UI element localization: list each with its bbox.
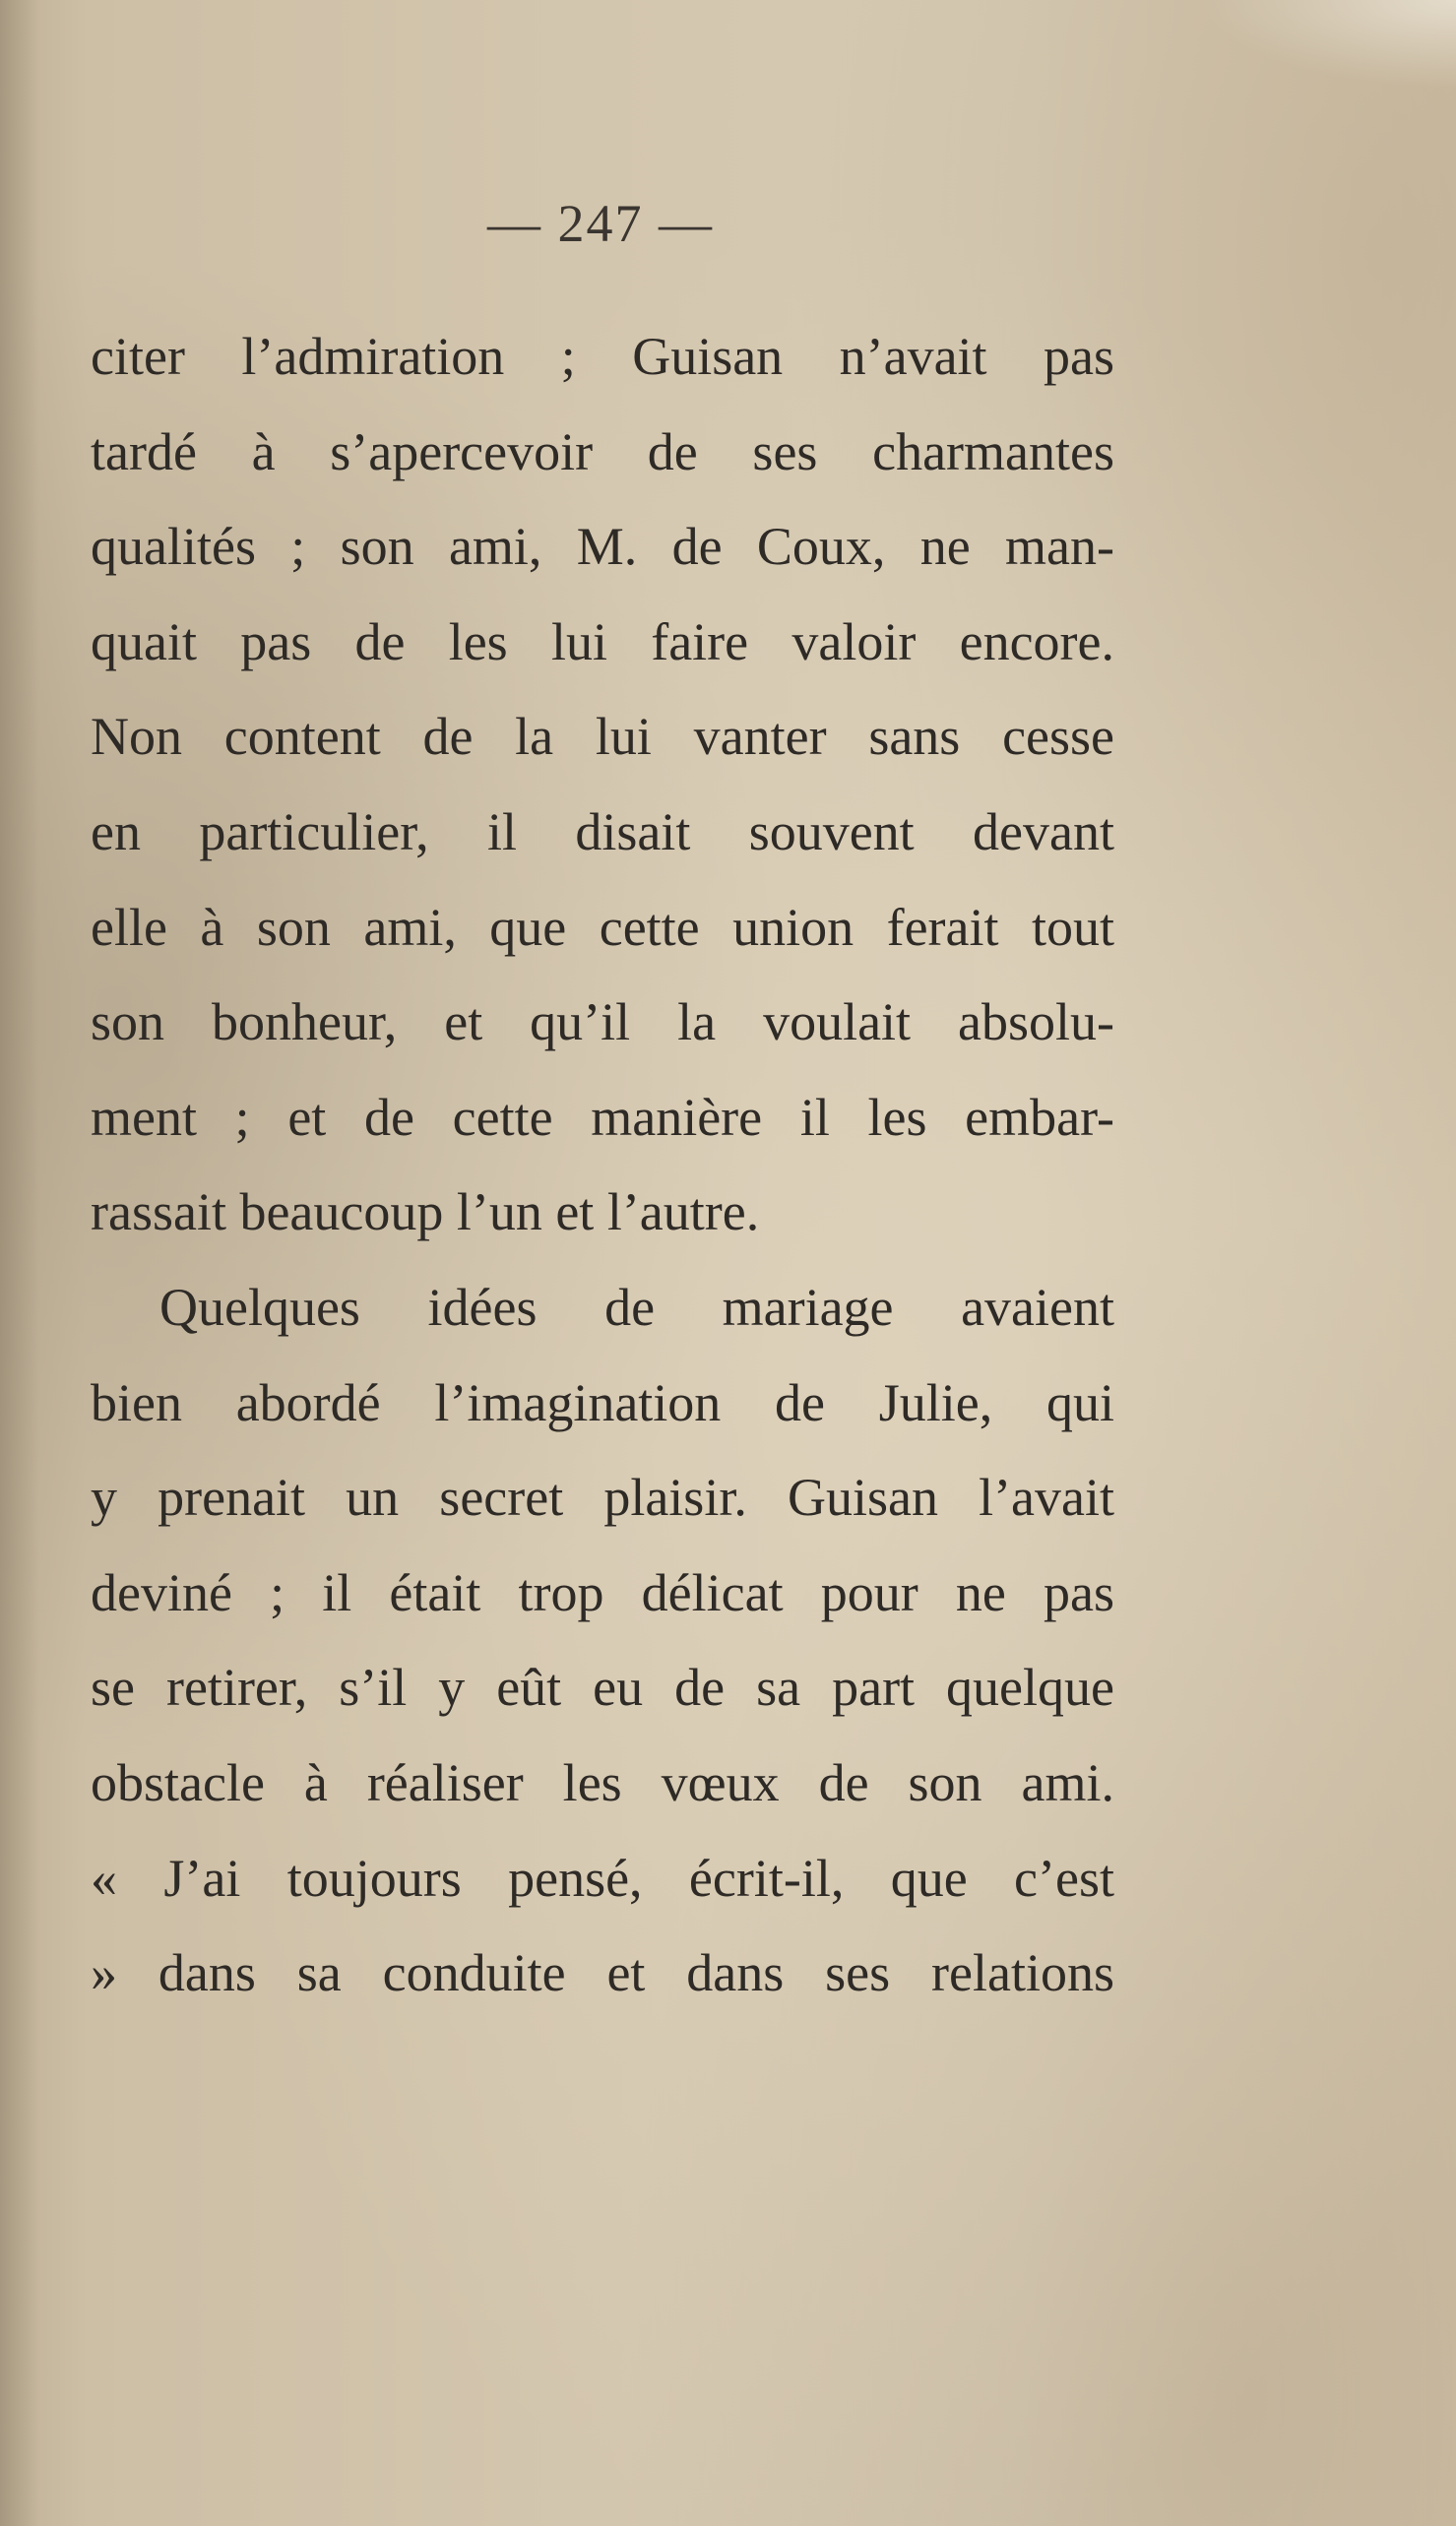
text-line: bien abordé l’imagination de Julie, qui — [91, 1372, 1114, 1432]
text-line: en particulier, il disait souvent devant — [91, 801, 1114, 861]
text-line: Non content de la lui vanter sans cesse — [91, 707, 1114, 767]
text-line: Quelques idées de mariage avaient — [159, 1277, 1114, 1337]
text-line: deviné ; il était trop délicat pour ne pas — [91, 1562, 1114, 1622]
text-line: quait pas de les lui faire valoir encore. — [91, 611, 1114, 671]
body-text — [91, 309, 1114, 2021]
text-line: rassait beaucoup l’un et l’autre. — [91, 1182, 760, 1242]
text-line: tardé à s’apercevoir de ses charmantes — [91, 421, 1114, 481]
text-line: y prenait un secret plaisir. Guisan l’avait — [91, 1468, 1114, 1528]
text-line: se retirer, s’il y eût eu de sa part quelque — [91, 1658, 1114, 1718]
page-number: — 247 — — [487, 194, 714, 253]
text-line: citer l’admiration ; Guisan n’avait pas — [91, 327, 1114, 386]
text-line: son bonheur, et qu’il la voulait absolu- — [91, 992, 1114, 1052]
paragraph-2 — [91, 1260, 1114, 2021]
text-line: » dans sa conduite et dans ses relations — [91, 1943, 1114, 2003]
text-line: elle à son ami, que cette union ferait tout — [91, 897, 1114, 957]
text-line: obstacle à réaliser les vœux de son ami. — [91, 1752, 1114, 1812]
text-line: ment ; et de cette manière il les embar- — [91, 1087, 1114, 1147]
paragraph-1 — [91, 309, 1114, 1260]
text-line: qualités ; son ami, M. de Coux, ne man- — [91, 517, 1114, 577]
text-line: « J’ai toujours pensé, écrit-il, que c’est — [91, 1848, 1114, 1908]
